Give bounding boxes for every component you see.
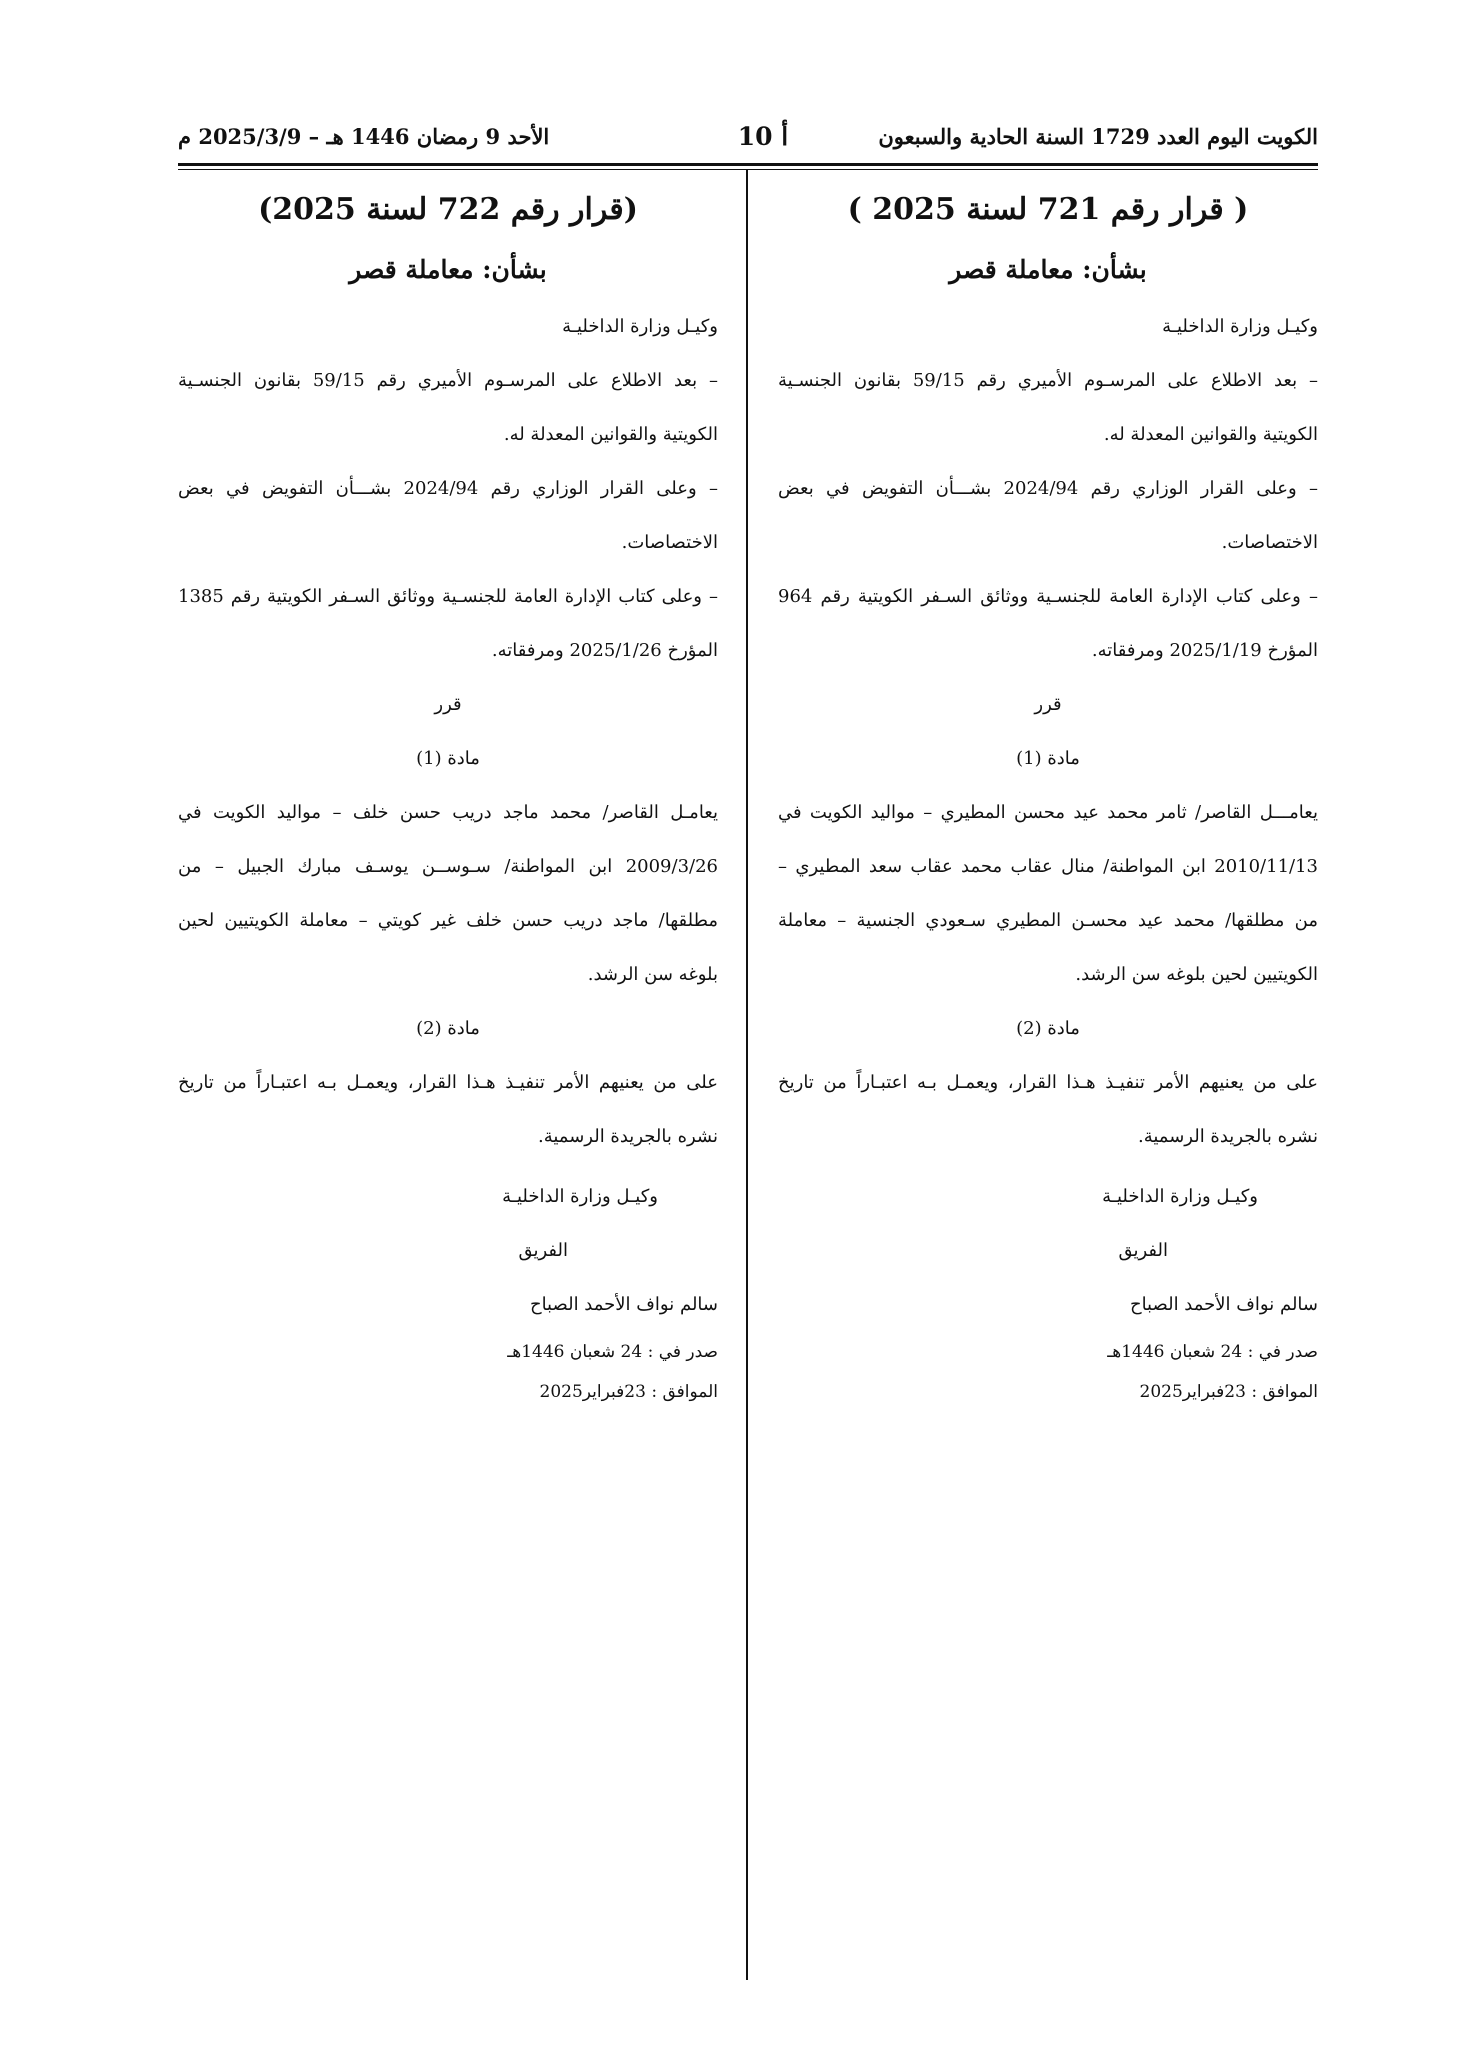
decision-721-column (778, 178, 1318, 1412)
signature-block (778, 1170, 1318, 1332)
decision-subject: بشأن: معاملة قصر (949, 255, 1147, 284)
decision-subject: بشأن: معاملة قصر (349, 255, 547, 284)
signature-name: سالم نواف الأحمد الصباح (529, 1294, 718, 1315)
preamble-paragraph-2: – وعلى القرار الوزاري رقم 2024/94 بشـــأن التفويض في بعض الاختصاصات. (778, 478, 1318, 553)
article-1-text: يعامـل القاصر/ محمد ماجد دريب حسن خلف – مواليد الكويت في 2009/3/26 ابن المواطنة/ سـوســن يوسـف مبارك الجبيل – من مطلقها/ ماجد دريب حسن خلف غير كويتي – معاملة الكويتيين لحين بلوغه سن الرشد. (178, 802, 718, 985)
article-2-title: مادة (2) (1016, 1018, 1080, 1039)
decided-label: قرر (434, 694, 462, 715)
header-page-number: أ 10 (737, 122, 789, 151)
article-1-title: مادة (1) (1016, 748, 1080, 769)
signature-title: وكيـل وزارة الداخليـة (502, 1186, 658, 1207)
preamble-paragraph-1: – بعد الاطلاع على المرسـوم الأميري رقم 59/15 بقانون الجنسـية الكويتية والقوانين المعدلة له. (778, 370, 1318, 445)
issued-date-hijri: صدر في : 24 شعبان 1446هـ (507, 1342, 718, 1362)
column-divider (746, 170, 748, 1980)
issued-date-gregorian: الموافق : 23فبراير2025 (1139, 1382, 1318, 1402)
decision-issuer: وكيـل وزارة الداخليـة (562, 316, 718, 337)
preamble-paragraph-2: – وعلى القرار الوزاري رقم 2024/94 بشـــأن التفويض في بعض الاختصاصات. (178, 478, 718, 553)
decision-title: ( قرار رقم 721 لسنة 2025 ) (847, 192, 1249, 227)
signature-name: سالم نواف الأحمد الصباح (1129, 1294, 1318, 1315)
article-2-title: مادة (2) (416, 1018, 480, 1039)
decided-label: قرر (1034, 694, 1062, 715)
decision-title: (قرار رقم 722 لسنة 2025) (258, 192, 638, 227)
article-2-text: على من يعنيهم الأمر تنفيـذ هـذا القرار، ويعمـل بـه اعتبـاراً من تاريخ نشره بالجريدة الرسمية. (778, 1072, 1318, 1147)
page-header (178, 122, 1318, 160)
decision-issuer: وكيـل وزارة الداخليـة (1162, 316, 1318, 337)
signature-rank: الفريق (1118, 1240, 1168, 1261)
preamble-paragraph-1: – بعد الاطلاع على المرسـوم الأميري رقم 59/15 بقانون الجنسـية الكويتية والقوانين المعدلة له. (178, 370, 718, 445)
issued-date-hijri: صدر في : 24 شعبان 1446هـ (1107, 1342, 1318, 1362)
signature-block (178, 1170, 718, 1332)
decision-722-column (178, 178, 718, 1412)
header-date: الأحد 9 رمضان 1446 هـ – 2025/3/9 م (178, 124, 550, 149)
article-2-text: على من يعنيهم الأمر تنفيـذ هـذا القرار، ويعمـل بـه اعتبـاراً من تاريخ نشره بالجريدة الرسمية. (178, 1072, 718, 1147)
article-1-title: مادة (1) (416, 748, 480, 769)
issued-date-gregorian: الموافق : 23فبراير2025 (539, 1382, 718, 1402)
signature-title: وكيـل وزارة الداخليـة (1102, 1186, 1258, 1207)
header-rule-thick (178, 163, 1318, 166)
preamble-paragraph-3: – وعلى كتاب الإدارة العامة للجنسـية ووثائق السـفر الكويتية رقم 964 المؤرخ 2025/1/19 ومرفقاته. (778, 586, 1318, 661)
article-1-text: يعامـــل القاصر/ ثامر محمد عيد محسن المطيري – مواليد الكويت في 2010/11/13 ابن المواطنة/ منال عقاب محمد عقاب سعد المطيري – من مطلقها/ محمد عيد محسـن المطيري سـعودي الجنسية – معاملة الكويتيين لحين بلوغه سن الرشد. (778, 802, 1318, 985)
header-rule-thin (178, 169, 1318, 170)
header-issue-info: الكويت اليوم العدد 1729 السنة الحادية والسبعون (878, 124, 1318, 149)
signature-rank: الفريق (518, 1240, 568, 1261)
preamble-paragraph-3: – وعلى كتاب الإدارة العامة للجنسـية ووثائق السـفر الكويتية رقم 1385 المؤرخ 2025/1/26 ومرفقاته. (178, 586, 718, 661)
